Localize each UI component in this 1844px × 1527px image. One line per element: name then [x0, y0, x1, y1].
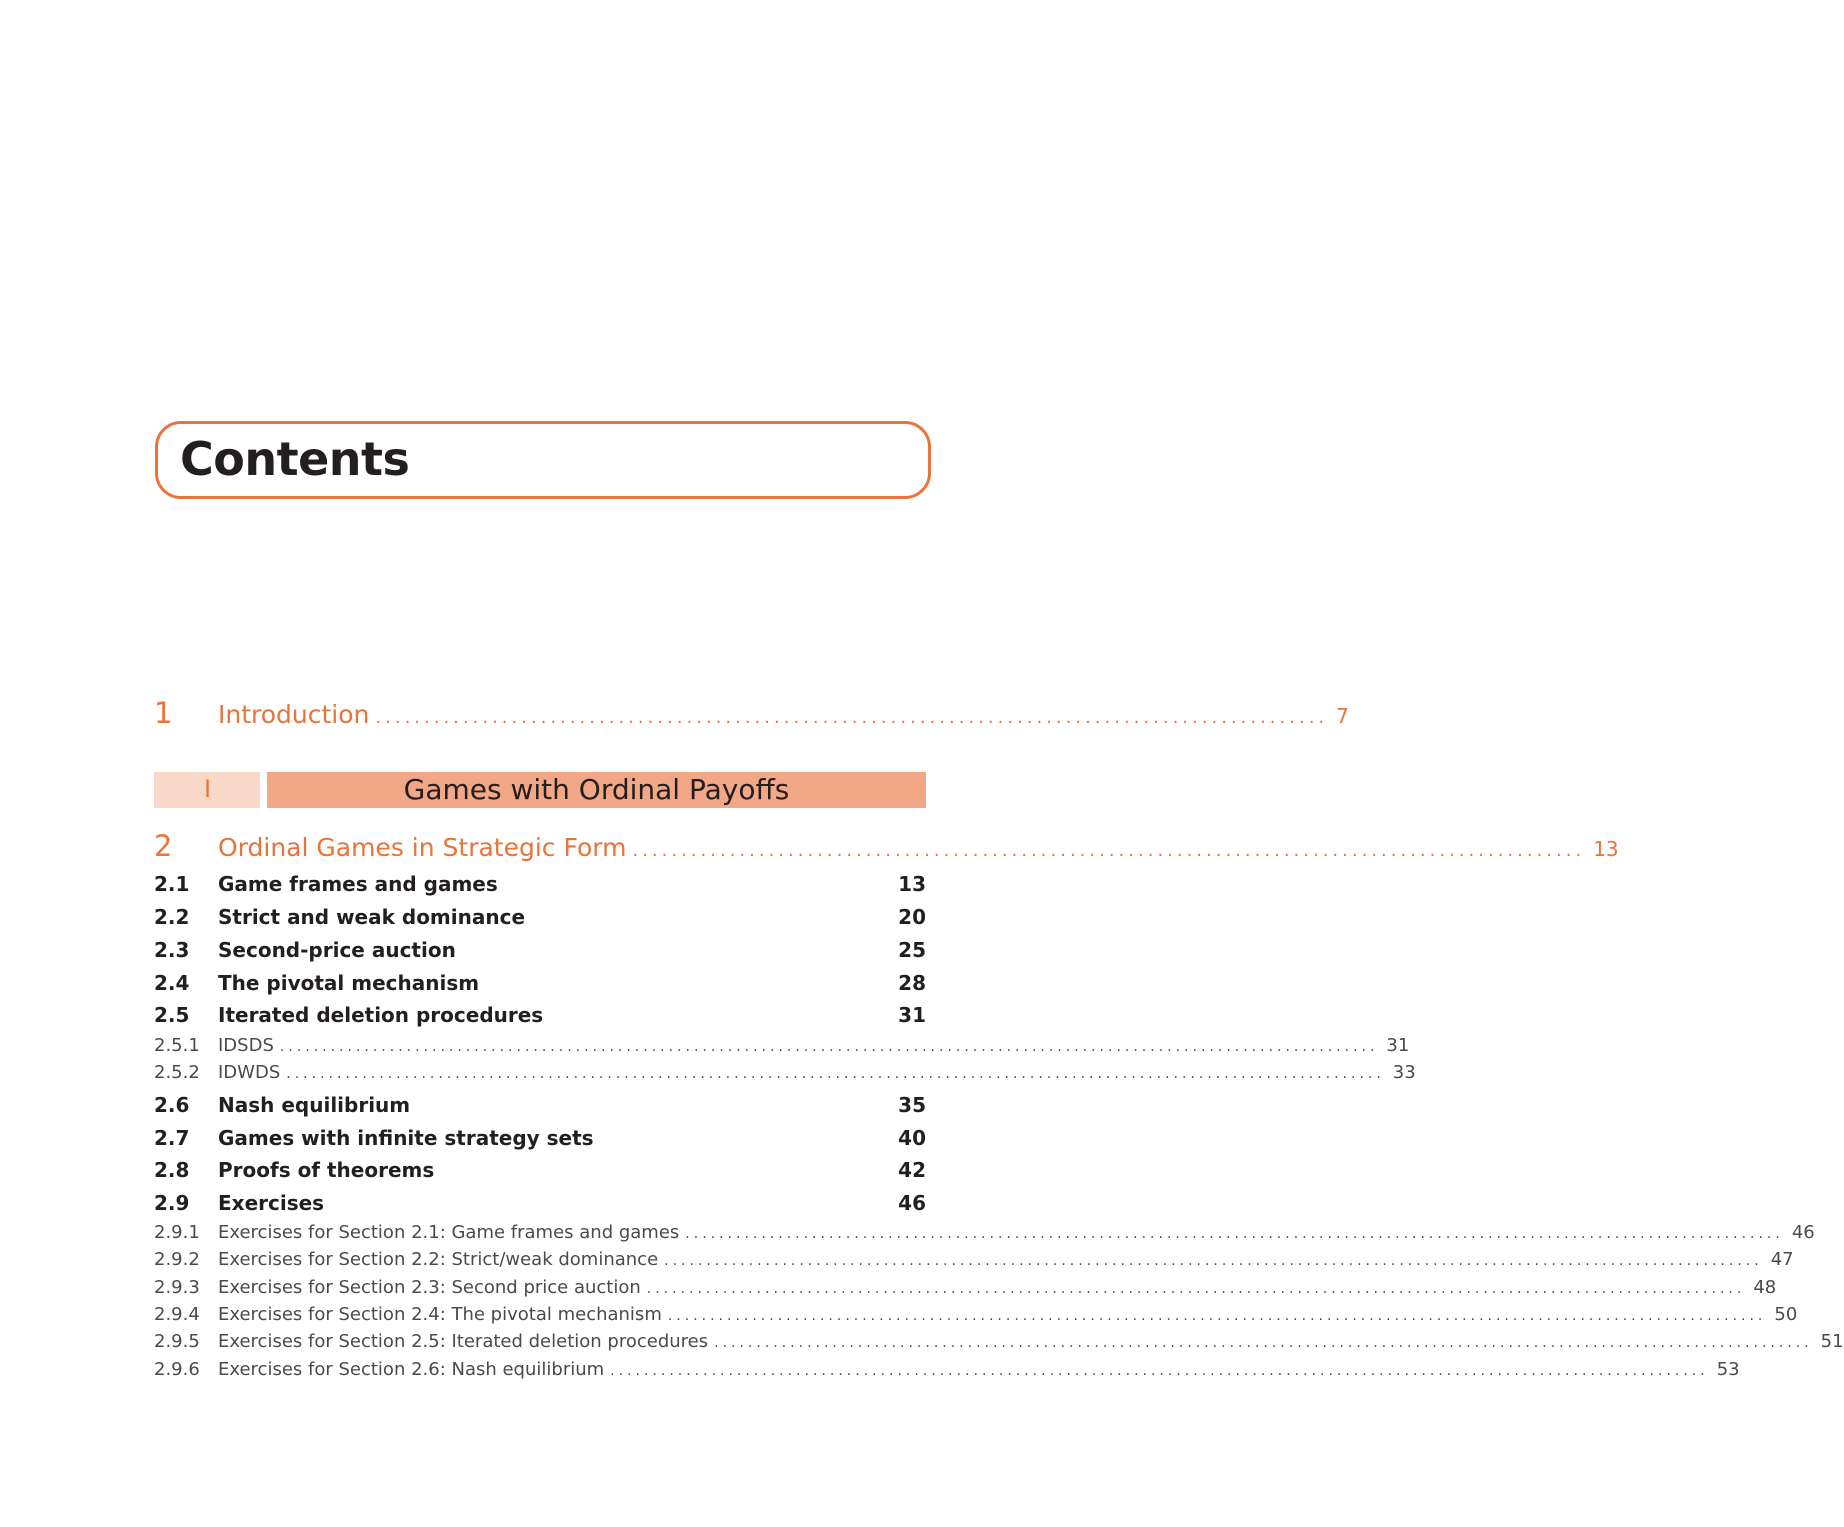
dot-leader: ..................................................................................................	[375, 707, 1329, 728]
dot-leader: ..................................................................................................................................	[667, 1308, 1767, 1324]
section-title: Nash equilibrium	[218, 1093, 411, 1117]
contents-heading-box	[155, 421, 931, 499]
dot-leader: ..................................................................................................................................	[685, 1226, 1784, 1242]
toc-subsection-2-9-1[interactable]	[154, 1222, 1815, 1243]
toc-subsection-2-9-2[interactable]	[154, 1249, 1794, 1270]
subsection-number: 2.9.4	[154, 1304, 200, 1325]
section-page: 20	[898, 905, 926, 929]
section-number: 2.8	[154, 1158, 190, 1182]
section-page: 35	[898, 1093, 926, 1117]
subsection-number: 2.9.5	[154, 1331, 200, 1352]
subsection-number: 2.9.2	[154, 1249, 200, 1270]
dot-leader: ..................................................................................................................................	[714, 1335, 1813, 1351]
section-number: 2.3	[154, 938, 190, 962]
toc-subsection-2-5-2[interactable]	[154, 1062, 1416, 1083]
section-title: The pivotal mechanism	[218, 971, 480, 995]
section-page: 42	[898, 1158, 926, 1182]
subsection-title: Exercises for Section 2.3: Second price auction	[218, 1277, 641, 1298]
toc-section-2-6[interactable]	[154, 1093, 926, 1117]
section-title: Game frames and games	[218, 872, 498, 896]
dot-leader: ..................................................................................................................................	[646, 1281, 1746, 1297]
toc-section-2-1[interactable]	[154, 872, 926, 896]
subsection-number: 2.9.6	[154, 1359, 200, 1380]
dot-leader: ..................................................................................................	[632, 840, 1586, 861]
subsection-page: 48	[1753, 1277, 1777, 1298]
section-title: Iterated deletion procedures	[218, 1003, 544, 1027]
part-number-banner	[154, 772, 260, 808]
toc-section-2-7[interactable]	[154, 1126, 926, 1150]
chapter-title: Introduction	[218, 700, 370, 729]
section-page: 13	[898, 872, 926, 896]
toc-section-2-8[interactable]	[154, 1158, 926, 1182]
subsection-page: 31	[1386, 1035, 1410, 1056]
section-page: 25	[898, 938, 926, 962]
dot-leader: ..................................................................................................................................	[610, 1363, 1709, 1379]
section-number: 2.7	[154, 1126, 190, 1150]
section-page: 31	[898, 1003, 926, 1027]
subsection-page: 33	[1392, 1062, 1416, 1083]
section-number: 2.5	[154, 1003, 190, 1027]
subsection-title: Exercises for Section 2.1: Game frames and games	[218, 1222, 680, 1243]
subsection-title: Exercises for Section 2.2: Strict/weak dominance	[218, 1249, 659, 1270]
toc-chapter-2[interactable]	[154, 829, 1619, 863]
chapter-title: Ordinal Games in Strategic Form	[218, 833, 627, 862]
section-page: 28	[898, 971, 926, 995]
chapter-number: 1	[154, 696, 173, 730]
chapter-page: 7	[1336, 704, 1349, 728]
subsection-number: 2.9.3	[154, 1277, 200, 1298]
toc-subsection-2-5-1[interactable]	[154, 1035, 1410, 1056]
toc-section-2-2[interactable]	[154, 905, 926, 929]
subsection-title: Exercises for Section 2.6: Nash equilibrium	[218, 1359, 605, 1380]
subsection-title: Exercises for Section 2.5: Iterated deletion procedures	[218, 1331, 709, 1352]
subsection-title: IDSDS	[218, 1035, 274, 1056]
toc-section-2-9[interactable]	[154, 1191, 926, 1215]
subsection-title: IDWDS	[218, 1062, 281, 1083]
subsection-page: 53	[1716, 1359, 1740, 1380]
section-number: 2.2	[154, 905, 190, 929]
toc-subsection-2-9-3[interactable]	[154, 1277, 1777, 1298]
toc-chapter-1[interactable]	[154, 696, 1349, 730]
subsection-title: Exercises for Section 2.4: The pivotal mechanism	[218, 1304, 662, 1325]
subsection-page: 46	[1791, 1222, 1815, 1243]
chapter-number: 2	[154, 829, 173, 863]
section-title: Proofs of theorems	[218, 1158, 435, 1182]
dot-leader: ..................................................................................................................................	[664, 1253, 1763, 1269]
section-page: 46	[898, 1191, 926, 1215]
part-title: Games with Ordinal Payoffs	[403, 773, 790, 806]
toc-section-2-3[interactable]	[154, 938, 926, 962]
section-number: 2.4	[154, 971, 190, 995]
toc-subsection-2-9-4[interactable]	[154, 1304, 1798, 1325]
section-number: 2.9	[154, 1191, 190, 1215]
toc-subsection-2-9-6[interactable]	[154, 1359, 1740, 1380]
subsection-page: 51	[1820, 1331, 1844, 1352]
subsection-page: 47	[1770, 1249, 1794, 1270]
toc-section-2-5[interactable]	[154, 1003, 926, 1027]
section-title: Second-price auction	[218, 938, 456, 962]
section-number: 2.6	[154, 1093, 190, 1117]
dot-leader: ..................................................................................................................................	[286, 1066, 1385, 1082]
section-title: Games with infinite strategy sets	[218, 1126, 594, 1150]
section-number: 2.1	[154, 872, 190, 896]
section-page: 40	[898, 1126, 926, 1150]
toc-section-2-4[interactable]	[154, 971, 926, 995]
page-title: Contents	[180, 432, 410, 486]
subsection-number: 2.9.1	[154, 1222, 200, 1243]
section-title: Exercises	[218, 1191, 325, 1215]
dot-leader: ..................................................................................................................................	[279, 1039, 1379, 1055]
part-title-banner	[267, 772, 926, 808]
section-title: Strict and weak dominance	[218, 905, 526, 929]
subsection-number: 2.5.1	[154, 1035, 200, 1056]
chapter-page: 13	[1593, 837, 1619, 861]
toc-subsection-2-9-5[interactable]	[154, 1331, 1844, 1352]
subsection-number: 2.5.2	[154, 1062, 200, 1083]
part-number: I	[204, 775, 212, 803]
subsection-page: 50	[1774, 1304, 1798, 1325]
